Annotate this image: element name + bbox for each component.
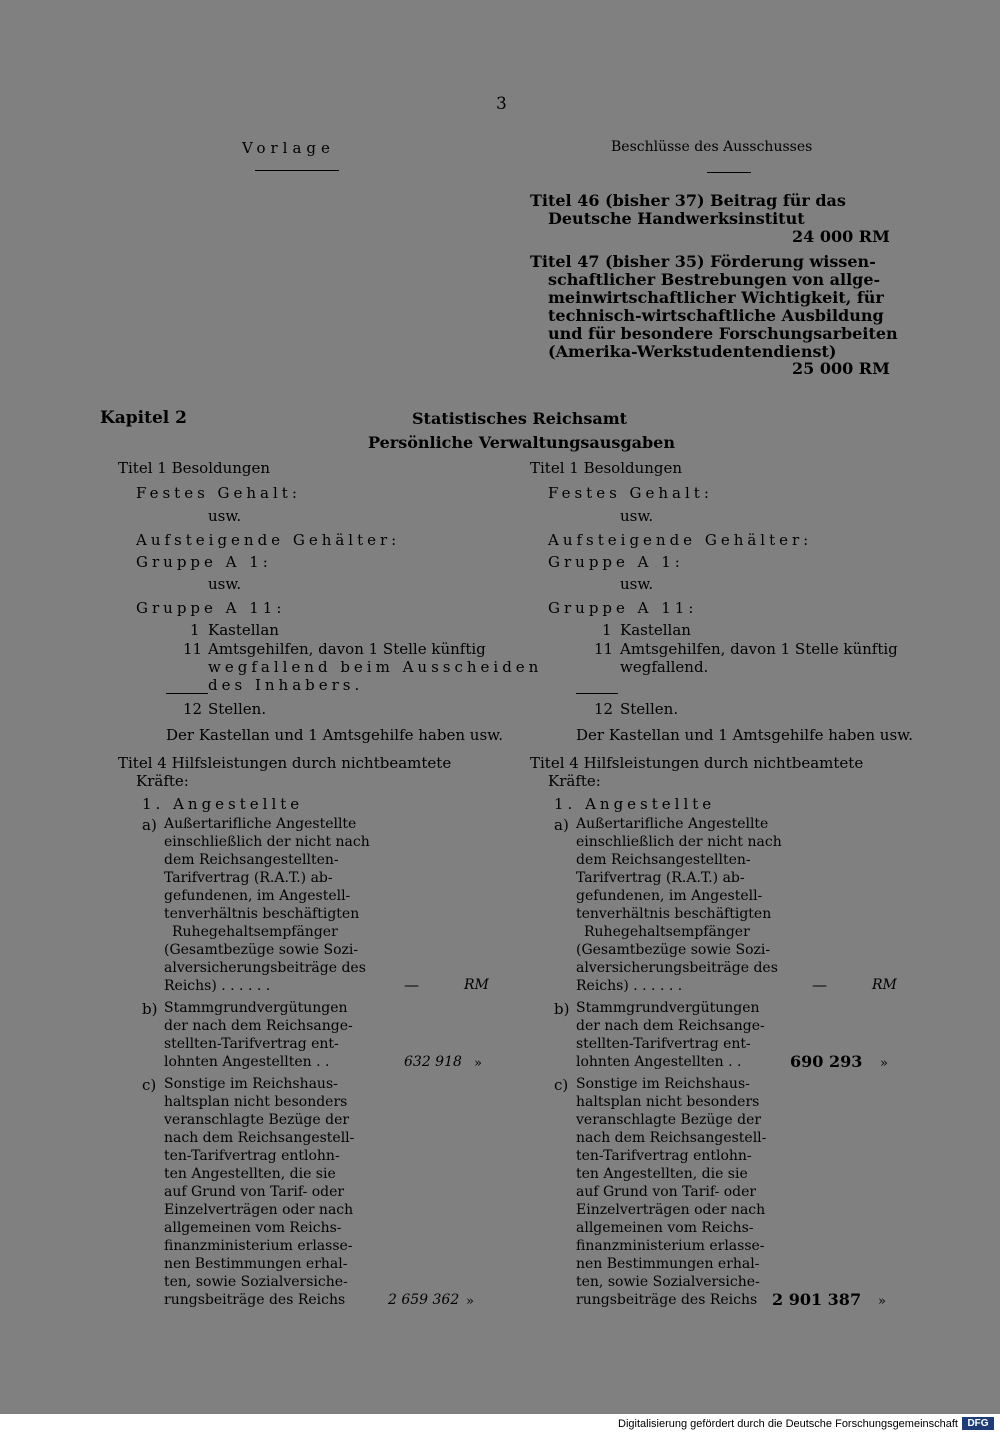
left-c-line: nach dem Reichsangestell-: [164, 1130, 355, 1146]
left-item-num: 1: [190, 621, 200, 639]
right-item-num: 1: [602, 621, 612, 639]
left-c-line: veranschlagte Bezüge der: [164, 1112, 350, 1128]
right-b-line: lohnten Angestellten . .: [576, 1054, 742, 1070]
right-a-line: Ruhegehaltsempfänger: [584, 924, 750, 940]
titel47-line: technisch-wirtschaftliche Ausbildung: [548, 306, 884, 325]
left-kastellan-note: Der Kastellan und 1 Amtsgehilfe haben usw.: [166, 726, 503, 744]
left-c-line: auf Grund von Tarif- oder: [164, 1184, 345, 1200]
right-item-num: 11: [594, 640, 614, 658]
right-c-line: allgemeinen vom Reichs-: [576, 1220, 754, 1236]
left-aufsteigende: Aufsteigende Gehälter:: [136, 531, 401, 549]
right-aufsteigende: Aufsteigende Gehälter:: [548, 531, 813, 549]
right-item-text: Amtsgehilfen, davon 1 Stelle künftig: [620, 640, 898, 658]
right-c-line: ten-Tarifvertrag entlohn-: [576, 1148, 752, 1164]
titel47-line: schaftlicher Bestrebungen von allge-: [548, 270, 881, 289]
left-wegfallend: wegfallend beim Ausscheiden: [208, 658, 543, 676]
left-a-line: Ruhegehaltsempfänger: [172, 924, 338, 940]
right-b-unit: »: [880, 1056, 888, 1071]
right-c-line: Einzelverträgen oder nach: [576, 1202, 766, 1218]
right-a-line: gefundenen, im Angestell-: [576, 888, 763, 904]
right-gruppe-a1: Gruppe A 1:: [548, 553, 684, 571]
left-a-line: (Gesamtbezüge sowie Sozi-: [164, 942, 359, 958]
left-usw: usw.: [208, 507, 242, 525]
right-b-line: Stammgrundvergütungen: [576, 1000, 760, 1016]
left-stellen: Stellen.: [208, 700, 267, 718]
left-c-line: rungsbeiträge des Reichs: [164, 1292, 346, 1308]
right-a-line: Tarifvertrag (R.A.T.) ab-: [576, 870, 745, 886]
titel47-line: (Amerika-Werkstudentendienst): [548, 342, 837, 361]
left-c-label: c): [142, 1076, 157, 1094]
right-c-line: veranschlagte Bezüge der: [576, 1112, 762, 1128]
right-c-line: haltsplan nicht besonders: [576, 1094, 760, 1110]
left-c-line: allgemeinen vom Reichs-: [164, 1220, 342, 1236]
page-number: 3: [496, 94, 507, 114]
left-column-header: Vorlage: [242, 139, 335, 157]
right-stellen: Stellen.: [620, 700, 679, 718]
right-a-line: (Gesamtbezüge sowie Sozi-: [576, 942, 771, 958]
left-a-unit: RM: [464, 977, 489, 993]
right-a-line: einschließlich der nicht nach: [576, 834, 782, 850]
right-festes-gehalt: Festes Gehalt:: [548, 484, 713, 502]
left-c-amount: 2 659 362: [388, 1292, 460, 1308]
left-stellen-num: 12: [183, 700, 203, 718]
right-b-label: b): [554, 1000, 570, 1018]
right-c-label: c): [554, 1076, 569, 1094]
right-a-line: Reichs) . . . . . .: [576, 978, 683, 994]
left-b-amount: 632 918: [404, 1054, 462, 1070]
left-sum-rule: [166, 693, 208, 694]
left-angestellte: 1. Angestellte: [142, 795, 304, 813]
right-c-line: ten Angestellten, die sie: [576, 1166, 748, 1182]
left-b-unit: »: [474, 1056, 482, 1071]
left-b-line: der nach dem Reichsange-: [164, 1018, 353, 1034]
right-wegfallend: wegfallend.: [620, 658, 709, 676]
left-item-text: Amtsgehilfen, davon 1 Stelle künftig: [208, 640, 486, 658]
right-usw: usw.: [620, 507, 654, 525]
left-festes-gehalt: Festes Gehalt:: [136, 484, 301, 502]
left-c-line: Sonstige im Reichshaus-: [164, 1076, 338, 1092]
left-b-line: lohnten Angestellten . .: [164, 1054, 330, 1070]
left-c-line: ten-Tarifvertrag entlohn-: [164, 1148, 340, 1164]
left-a-line: einschließlich der nicht nach: [164, 834, 370, 850]
right-angestellte: 1. Angestellte: [554, 795, 716, 813]
titel47-line: meinwirtschaftlicher Wichtigkeit, für: [548, 288, 884, 307]
right-c-line: auf Grund von Tarif- oder: [576, 1184, 757, 1200]
left-c-line: ten, sowie Sozialversiche-: [164, 1274, 348, 1290]
left-titel4: Titel 4 Hilfsleistungen durch nichtbeamtete: [118, 754, 452, 772]
left-wegfallend: des Inhabers.: [208, 676, 364, 694]
left-a-line: Reichs) . . . . . .: [164, 978, 271, 994]
right-sum-rule: [576, 693, 618, 694]
right-usw: usw.: [620, 575, 654, 593]
right-a-unit: RM: [872, 977, 897, 993]
kapitel-label: Kapitel 2: [100, 408, 188, 428]
right-c-unit: »: [878, 1294, 886, 1309]
kapitel-subtitle: Persönliche Verwaltungsausgaben: [368, 433, 675, 452]
left-c-line: finanzministerium erlasse-: [164, 1238, 353, 1254]
right-a-line: alversicherungsbeiträge des: [576, 960, 778, 976]
titel46-line1: Titel 46 (bisher 37) Beitrag für das: [530, 191, 846, 210]
left-a-line: Außertarifliche Angestellte: [164, 816, 357, 832]
right-header-rule: [707, 172, 751, 173]
kapitel-title: Statistisches Reichsamt: [412, 409, 628, 428]
left-a-label: a): [142, 816, 157, 834]
left-c-line: ten Angestellten, die sie: [164, 1166, 336, 1182]
right-c-line: Sonstige im Reichshaus-: [576, 1076, 750, 1092]
right-stellen-num: 12: [594, 700, 614, 718]
footer-bar: [0, 1414, 1000, 1434]
left-a-line: gefundenen, im Angestell-: [164, 888, 351, 904]
left-titel1: Titel 1 Besoldungen: [118, 459, 271, 477]
left-b-line: stellten-Tarifvertrag ent-: [164, 1036, 339, 1052]
right-a-line: tenverhältnis beschäftigten: [576, 906, 772, 922]
right-c-line: rungsbeiträge des Reichs: [576, 1292, 758, 1308]
left-c-unit: »: [466, 1294, 474, 1309]
left-a-line: tenverhältnis beschäftigten: [164, 906, 360, 922]
right-titel4: Titel 4 Hilfsleistungen durch nichtbeamtete: [530, 754, 864, 772]
right-gruppe-a11: Gruppe A 11:: [548, 599, 698, 617]
right-kastellan-note: Der Kastellan und 1 Amtsgehilfe haben usw.: [576, 726, 913, 744]
titel47-amount: 25 000 RM: [792, 359, 890, 378]
left-c-line: Einzelverträgen oder nach: [164, 1202, 354, 1218]
right-item-text: Kastellan: [620, 621, 691, 639]
right-c-amount: 2 901 387: [772, 1290, 862, 1309]
titel46-amount: 24 000 RM: [792, 227, 890, 246]
right-titel4: Kräfte:: [548, 772, 601, 790]
titel47-line: Titel 47 (bisher 35) Förderung wissen-: [530, 252, 876, 271]
left-c-line: haltsplan nicht besonders: [164, 1094, 348, 1110]
footer-credit: Digitalisierung gefördert durch die Deutsche Forschungsgemeinschaft: [618, 1418, 958, 1430]
titel46-line2: Deutsche Handwerksinstitut: [548, 209, 805, 228]
dfg-logo: DFG: [962, 1417, 994, 1430]
right-a-line: Außertarifliche Angestellte: [576, 816, 769, 832]
right-column-header: Beschlüsse des Ausschusses: [611, 139, 813, 155]
left-header-rule: [255, 170, 339, 171]
titel47-line: und für besondere Forschungsarbeiten: [548, 324, 898, 343]
right-a-label: a): [554, 816, 569, 834]
right-b-line: der nach dem Reichsange-: [576, 1018, 765, 1034]
right-c-line: finanzministerium erlasse-: [576, 1238, 765, 1254]
right-c-line: nen Bestimmungen erhal-: [576, 1256, 760, 1272]
left-a-line: dem Reichsangestellten-: [164, 852, 339, 868]
right-c-line: ten, sowie Sozialversiche-: [576, 1274, 760, 1290]
left-titel4: Kräfte:: [136, 772, 189, 790]
right-b-line: stellten-Tarifvertrag ent-: [576, 1036, 751, 1052]
left-item-num: 11: [183, 640, 203, 658]
left-c-line: nen Bestimmungen erhal-: [164, 1256, 348, 1272]
right-b-amount: 690 293: [790, 1052, 863, 1071]
left-gruppe-a11: Gruppe A 11:: [136, 599, 286, 617]
left-usw: usw.: [208, 575, 242, 593]
left-b-line: Stammgrundvergütungen: [164, 1000, 348, 1016]
right-a-amount: —: [812, 976, 827, 994]
left-a-line: Tarifvertrag (R.A.T.) ab-: [164, 870, 333, 886]
left-b-label: b): [142, 1000, 158, 1018]
right-a-line: dem Reichsangestellten-: [576, 852, 751, 868]
left-item-text: Kastellan: [208, 621, 279, 639]
left-a-amount: —: [404, 976, 419, 994]
left-gruppe-a1: Gruppe A 1:: [136, 553, 272, 571]
right-c-line: nach dem Reichsangestell-: [576, 1130, 767, 1146]
right-titel1: Titel 1 Besoldungen: [530, 459, 683, 477]
left-a-line: alversicherungsbeiträge des: [164, 960, 366, 976]
